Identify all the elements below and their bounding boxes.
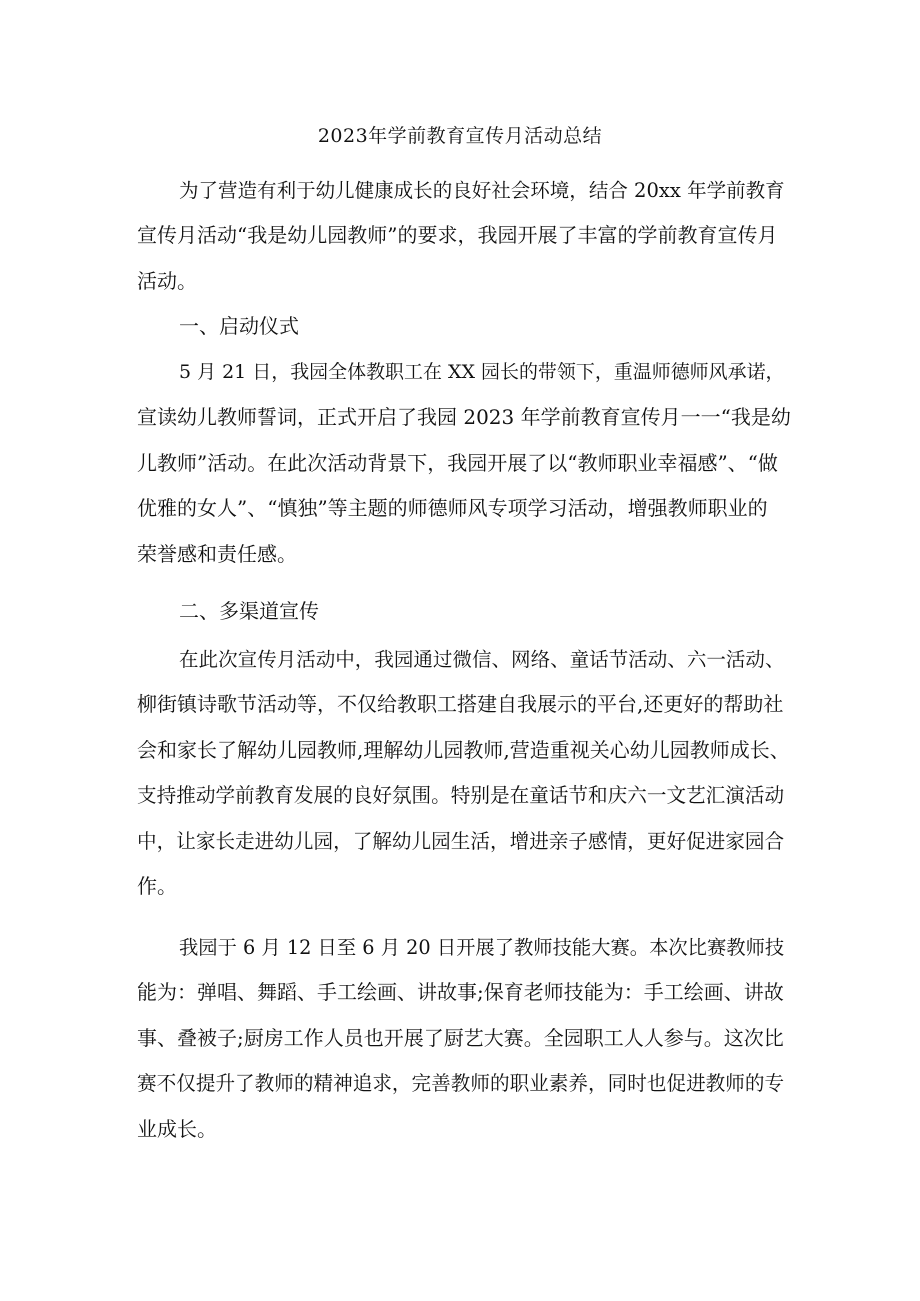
paragraph-intro [137, 168, 791, 304]
paragraph-line: 能为：弹唱、舞蹈、手工绘画、讲故事;保育老师技能为：手工绘画、讲故 [137, 980, 784, 1005]
paragraph-line: 我园于 6 月 12 日至 6 月 20 日开展了教师技能大赛。本次比赛教师技 [179, 936, 785, 959]
section-heading-text: 一、启动仪式 [179, 314, 299, 338]
section-heading-channels [137, 589, 791, 634]
paragraph-line: 事、叠被子;厨房工作人员也开展了厨艺大赛。全园职工人人参与。这次比 [137, 1025, 784, 1050]
paragraph-line: 宣传月活动“我是幼儿园教师”的要求，我园开展了丰富的学前教育宣传月 [137, 223, 778, 248]
document-title: 2023年学前教育宣传月活动总结 [317, 125, 603, 147]
paragraph-line: 会和家长了解幼儿园教师,理解幼儿园教师,营造重视关心幼儿园教师成长、 [137, 737, 790, 762]
paragraph-skills-contest [137, 925, 791, 1152]
paragraph-line: 作。 [137, 873, 177, 898]
paragraph-line: 在此次宣传月活动中，我园通过微信、网络、童话节活动、六一活动、 [179, 648, 785, 671]
paragraph-line: 儿教师”活动。在此次活动背景下，我园开展了以“教师职业幸福感”、“做 [137, 450, 778, 475]
section-heading-text: 二、多渠道宣传 [179, 599, 319, 623]
paragraph-line: 优雅的女人”、“慎独”等主题的师德师风专项学习活动，增强教师职业的 [137, 496, 768, 521]
paragraph-line: 柳街镇诗歌节活动等，不仅给教职工搭建自我展示的平台,还更好的帮助社 [137, 692, 784, 717]
paragraph-channels [137, 637, 791, 909]
paragraph-line: 5 月 21 日，我园全体教职工在 XX 园长的带领下，重温师德师风承诺， [179, 361, 785, 383]
paragraph-launch [137, 350, 791, 577]
paragraph-line: 为了营造有利于幼儿健康成长的良好社会环境，结合 20xx 年学前教育 [179, 179, 785, 202]
paragraph-line: 业成长。 [137, 1116, 217, 1141]
paragraph-line: 活动。 [137, 268, 197, 293]
paragraph-line: 宣读幼儿教师誓词，正式开启了我园 2023 年学前教育宣传月一一“我是幼 [137, 405, 791, 430]
paragraph-line: 中，让家长走进幼儿园，了解幼儿园生活，增进亲子感情，更好促进家园合 [137, 829, 785, 853]
paragraph-line: 赛不仅提升了教师的精神追求，完善教师的职业素养，同时也促进教师的专 [137, 1072, 785, 1096]
paragraph-line: 支持推动学前教育发展的良好氛围。特别是在童话节和庆六一文艺汇演活动 [137, 784, 785, 808]
section-heading-launch [137, 304, 791, 349]
paragraph-line: 荣誉感和责任感。 [137, 541, 297, 566]
